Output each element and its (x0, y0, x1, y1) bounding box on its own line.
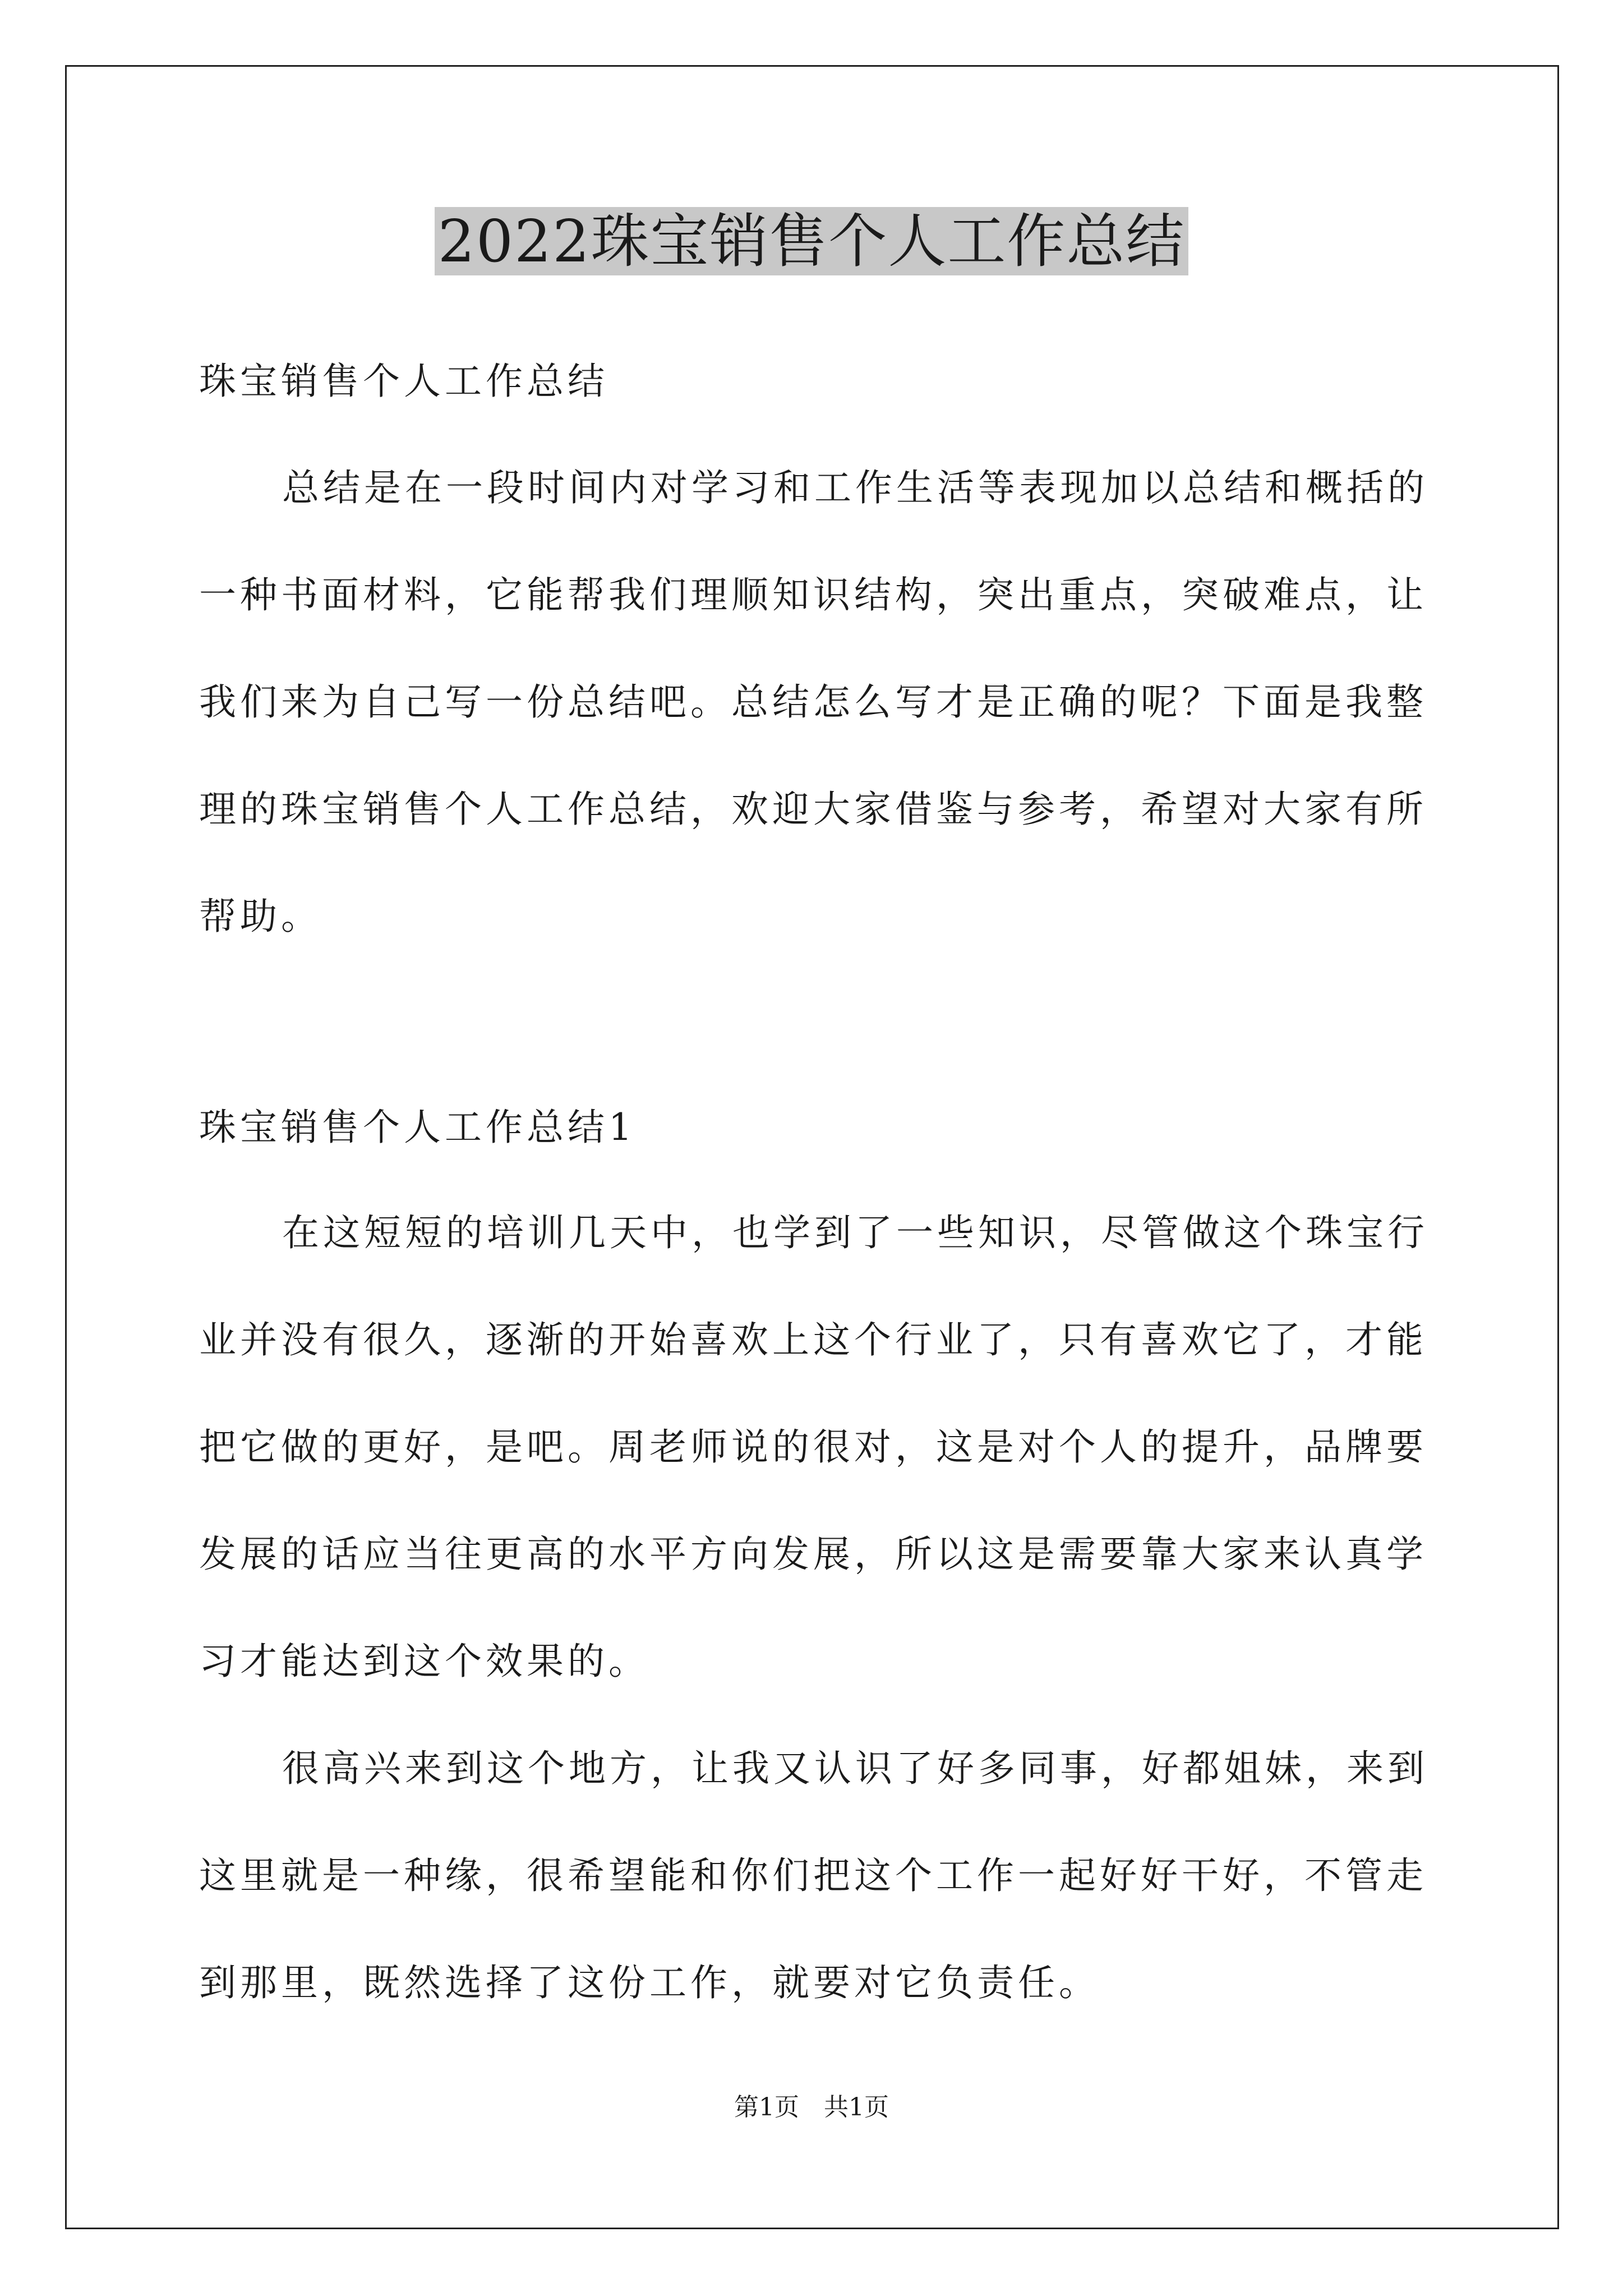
paragraph-line: 习才能达到这个效果的。 (199, 1640, 649, 1683)
intro-line: 我们来为自己写一份总结吧。总结怎么写才是正确的呢？下面是我整 (199, 680, 1427, 724)
intro-paragraph (199, 434, 1433, 970)
intro-line: 总结是在一段时间内对学习和工作生活等表现加以总结和概括的 (282, 466, 1428, 509)
section1-paragraph-2 (199, 1715, 1433, 2036)
subtitle: 珠宝销售个人工作总结 (199, 360, 608, 403)
paragraph-line: 在这短短的培训几天中，也学到了一些知识，尽管做这个珠宝行 (282, 1211, 1428, 1254)
intro-line: 理的珠宝销售个人工作总结，欢迎大家借鉴与参考，希望对大家有所 (199, 788, 1427, 831)
document-title (0, 199, 1623, 283)
paragraph-line: 到那里，既然选择了这份工作，就要对它负责任。 (199, 1961, 1100, 2004)
paragraph-line: 很高兴来到这个地方，让我又认识了好多同事，好都姐妹，来到 (282, 1747, 1428, 1790)
section1-paragraph-1 (199, 1179, 1433, 1715)
intro-line: 帮助。 (199, 895, 322, 938)
page-footer: 第1页 共1页 (734, 2093, 889, 2122)
intro-line: 一种书面材料，它能帮我们理顺知识结构，突出重点，突破难点，让 (199, 573, 1427, 616)
paragraph-line: 发展的话应当往更高的水平方向发展，所以这是需要靠大家来认真学 (199, 1533, 1427, 1576)
paragraph-line: 这里就是一种缘，很希望能和你们把这个工作一起好好干好，不管走 (199, 1854, 1427, 1897)
paragraph-line: 业并没有很久，逐渐的开始喜欢上这个行业了，只有喜欢它了，才能 (199, 1318, 1427, 1361)
document-title-text: 2022珠宝销售个人工作总结 (435, 207, 1189, 275)
paragraph-line: 把它做的更好，是吧。周老师说的很对，这是对个人的提升，品牌要 (199, 1425, 1427, 1469)
section1-heading: 珠宝销售个人工作总结1 (199, 1106, 636, 1149)
